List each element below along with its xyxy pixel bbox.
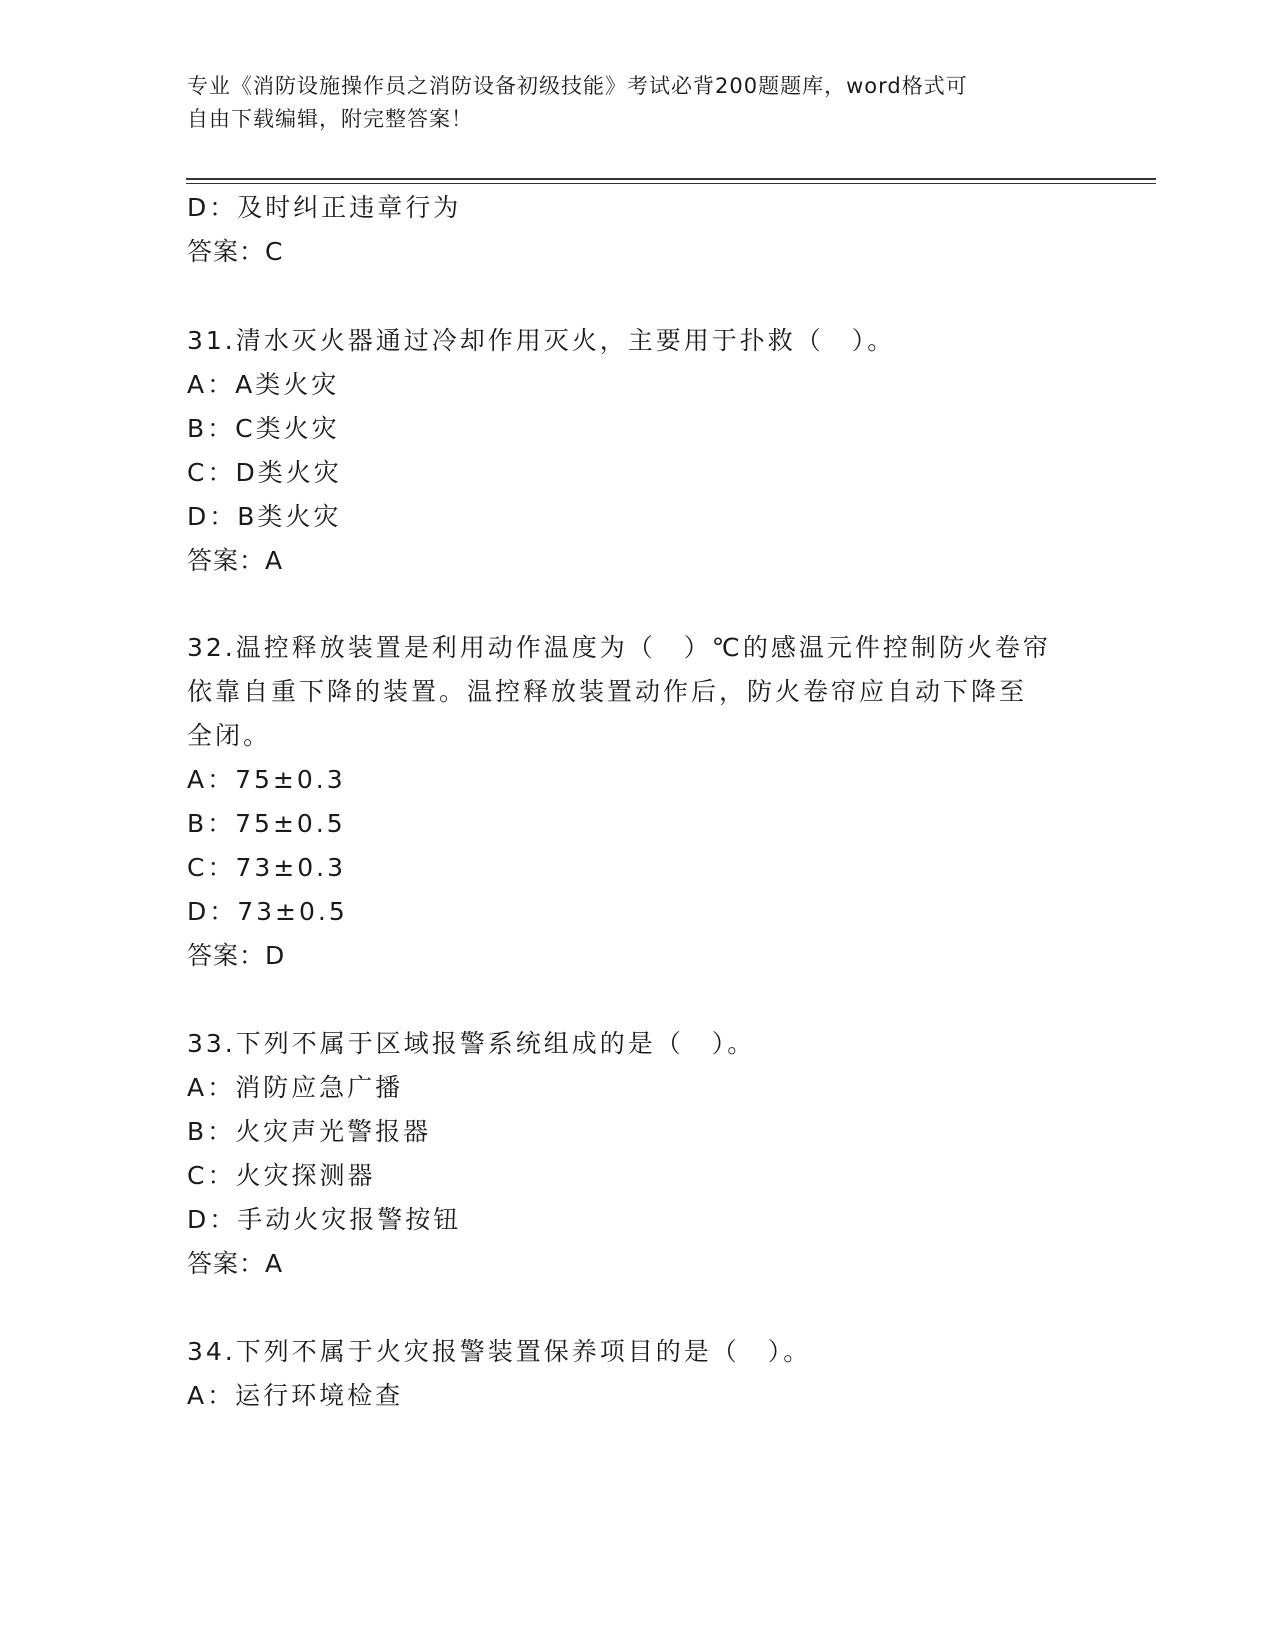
question-31-option-b: B：C类火灾 xyxy=(187,414,340,443)
question-31-answer: 答案：A xyxy=(187,546,284,575)
question-32-option-c: C：73±0.3 xyxy=(187,853,346,882)
question-32-stem-line-2: 依靠自重下降的装置。温控释放装置动作后，防火卷帘应自动下降至 xyxy=(187,677,1028,706)
header-title-line-1: 专业《消防设施操作员之消防设备初级技能》考试必背200题题库，word格式可 xyxy=(187,74,968,98)
header-divider xyxy=(186,178,1156,180)
question-33-option-c: C：火灾探测器 xyxy=(187,1161,376,1190)
question-31-stem: 31.清水灭火器通过冷却作用灭火，主要用于扑救（ ）。 xyxy=(187,326,896,355)
question-33-stem: 33.下列不属于区域报警系统组成的是（ ）。 xyxy=(187,1029,756,1058)
document-header xyxy=(187,70,1067,136)
question-34-stem: 34.下列不属于火灾报警装置保养项目的是（ ）。 xyxy=(187,1337,812,1366)
question-34-option-a: A：运行环境检查 xyxy=(187,1381,404,1410)
prev-answer: 答案：C xyxy=(187,237,284,266)
header-title-line-2: 自由下载编辑，附完整答案！ xyxy=(187,107,473,131)
question-31-option-a: A：A类火灾 xyxy=(187,370,340,399)
question-32-option-b: B：75±0.5 xyxy=(187,809,346,838)
question-33-option-a: A：消防应急广播 xyxy=(187,1073,404,1102)
question-33-option-b: B：火灾声光警报器 xyxy=(187,1117,432,1146)
question-31-option-d: D：B类火灾 xyxy=(187,502,342,531)
header-divider-thin xyxy=(186,183,1156,184)
question-32-stem-line-3: 全闭。 xyxy=(187,721,272,750)
question-32-answer: 答案：D xyxy=(187,941,286,970)
question-32-option-a: A：75±0.3 xyxy=(187,765,346,794)
question-32-option-d: D：73±0.5 xyxy=(187,897,348,926)
question-33-answer: 答案：A xyxy=(187,1249,284,1278)
question-31-option-c: C：D类火灾 xyxy=(187,458,342,487)
prev-option-d: D：及时纠正违章行为 xyxy=(187,193,462,222)
question-32-stem-line-1: 32.温控释放装置是利用动作温度为（ ）℃的感温元件控制防火卷帘 xyxy=(187,633,1051,662)
question-33-option-d: D：手动火灾报警按钮 xyxy=(187,1205,462,1234)
